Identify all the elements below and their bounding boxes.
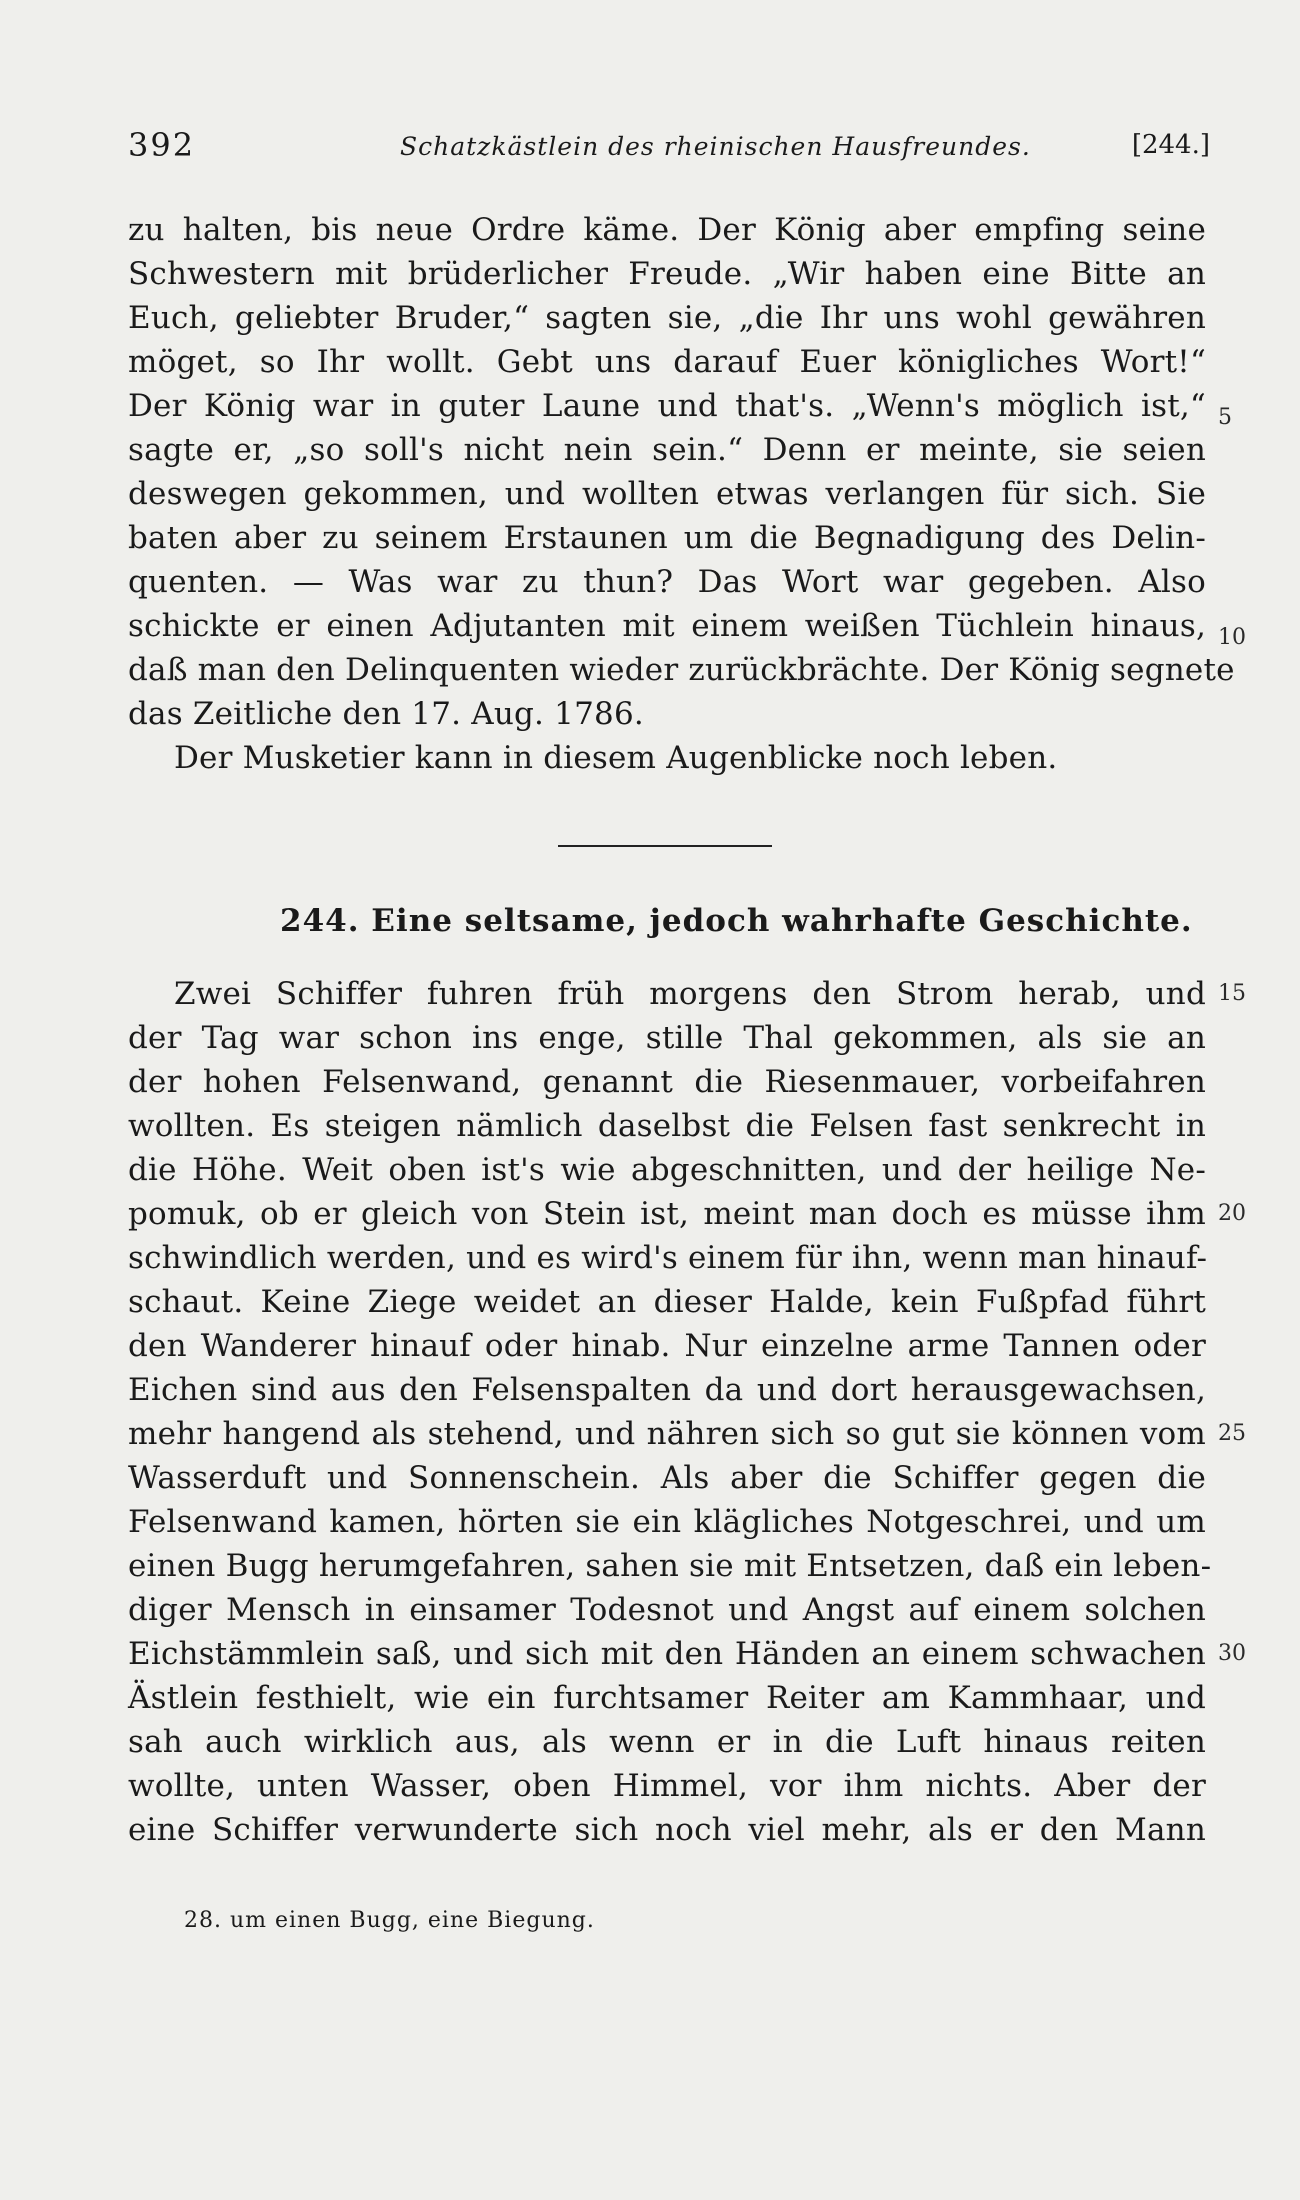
text-line: baten aber zu seinem Erstaunen um die Begnadigung des Delin- <box>128 520 1206 556</box>
line-number-marker: 5 <box>1218 405 1232 430</box>
text-line: schaut. Keine Ziege weidet an dieser Halde, kein Fußpfad führt <box>128 1284 1206 1320</box>
text-line: der hohen Felsenwand, genannt die Riesenmauer, vorbeifahren <box>128 1064 1206 1100</box>
text-line: die Höhe. Weit oben ist's wie abgeschnitten, und der heilige Ne- <box>128 1152 1206 1188</box>
text-line: Eichstämmlein saß, und sich mit den Händen an einem schwachen <box>128 1636 1206 1672</box>
text-line: möget, so Ihr wollt. Gebt uns darauf Euer königliches Wort!“ <box>128 344 1206 380</box>
line-number-marker: 30 <box>1218 1641 1246 1666</box>
text-line: pomuk, ob er gleich von Stein ist, meint man doch es müsse ihm <box>128 1196 1206 1232</box>
text-line: Der König war in guter Laune und that's. „Wenn's möglich ist,“ <box>128 388 1206 424</box>
section-heading: 244. Eine seltsame, jedoch wahrhafte Geschichte. <box>280 903 1193 939</box>
line-number-marker: 25 <box>1218 1421 1246 1446</box>
text-line: schickte er einen Adjutanten mit einem weißen Tüchlein hinaus, <box>128 608 1206 644</box>
text-line-paragraph-end: Der Musketier kann in diesem Augenblicke noch leben. <box>174 740 1058 776</box>
text-line: Ästlein festhielt, wie ein furchtsamer Reiter am Kammhaar, und <box>128 1680 1206 1716</box>
text-line: wollten. Es steigen nämlich daselbst die Felsen fast senkrecht in <box>128 1108 1206 1144</box>
running-title: Schatzkästlein des rheinischen Hausfreundes. <box>400 132 1031 161</box>
text-line: daß man den Delinquenten wieder zurückbrächte. Der König segnete <box>128 652 1235 688</box>
page-header <box>128 126 1210 166</box>
text-line: den Wanderer hinauf oder hinab. Nur einzelne arme Tannen oder <box>128 1328 1206 1364</box>
text-line: eine Schiffer verwunderte sich noch viel mehr, als er den Mann <box>128 1812 1206 1848</box>
text-line: zu halten, bis neue Ordre käme. Der König aber empfing seine <box>128 212 1206 248</box>
text-line: Felsenwand kamen, hörten sie ein klägliches Notgeschrei, und um <box>128 1504 1206 1540</box>
text-line: Euch, geliebter Bruder,“ sagten sie, „die Ihr uns wohl gewähren <box>128 300 1206 336</box>
line-number-marker: 15 <box>1218 981 1246 1006</box>
text-line: Zwei Schiffer fuhren früh morgens den Strom herab, und <box>174 976 1206 1012</box>
page-number: 392 <box>128 126 196 164</box>
text-line: quenten. — Was war zu thun? Das Wort war gegeben. Also <box>128 564 1206 600</box>
text-line: wollte, unten Wasser, oben Himmel, vor ihm nichts. Aber der <box>128 1768 1206 1804</box>
text-line: schwindlich werden, und es wird's einem für ihn, wenn man hinauf- <box>128 1240 1208 1276</box>
line-number-marker: 20 <box>1218 1201 1246 1226</box>
text-line: Eichen sind aus den Felsenspalten da und dort herausgewachsen, <box>128 1372 1206 1408</box>
text-line: sagte er, „so soll's nicht nein sein.“ Denn er meinte, sie seien <box>128 432 1206 468</box>
text-line: deswegen gekommen, und wollten etwas verlangen für sich. Sie <box>128 476 1206 512</box>
text-line: der Tag war schon ins enge, stille Thal gekommen, als sie an <box>128 1020 1206 1056</box>
text-line: sah auch wirklich aus, als wenn er in die Luft hinaus reiten <box>128 1724 1206 1760</box>
text-line: einen Bugg herumgefahren, sahen sie mit Entsetzen, daß ein leben- <box>128 1548 1212 1584</box>
line-number-marker: 10 <box>1218 625 1246 650</box>
footnote: 28. um einen Bugg, eine Biegung. <box>184 1908 595 1933</box>
section-reference: [244.] <box>1131 130 1210 160</box>
text-block-story <box>128 972 1212 1852</box>
text-line: diger Mensch in einsamer Todesnot und Angst auf einem solchen <box>128 1592 1206 1628</box>
text-line: mehr hangend als stehend, und nähren sich so gut sie können vom <box>128 1416 1206 1452</box>
section-separator-rule <box>558 845 772 847</box>
text-line: Schwestern mit brüderlicher Freude. „Wir haben eine Bitte an <box>128 256 1206 292</box>
text-line: das Zeitliche den 17. Aug. 1786. <box>128 696 644 732</box>
text-line: Wasserduft und Sonnenschein. Als aber die Schiffer gegen die <box>128 1460 1206 1496</box>
